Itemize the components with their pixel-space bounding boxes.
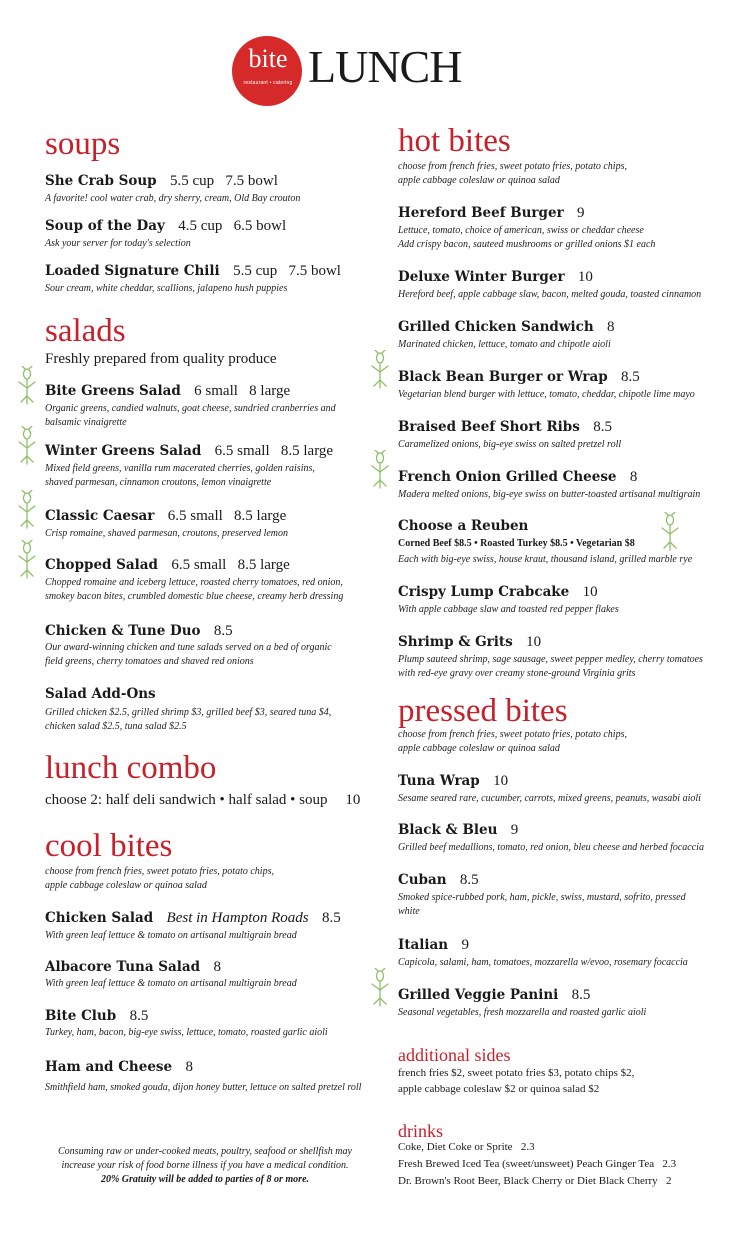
item-price: 8 bbox=[629, 469, 638, 485]
cool-item bbox=[45, 1007, 148, 1025]
item-name: Grilled Chicken Sandwich bbox=[398, 319, 594, 335]
item-desc: Grilled chicken $2.5, grilled shrimp $3, grilled beef $3, seared tuna $4, bbox=[45, 707, 332, 718]
item-desc: With green leaf lettuce & tomato on artisanal multigrain bread bbox=[45, 930, 297, 941]
item-desc: Caramelized onions, big-eye swiss on salted pretzel roll bbox=[398, 439, 622, 450]
salad-item bbox=[45, 556, 290, 574]
veg-icon bbox=[13, 426, 41, 466]
cool-bites-title: cool bites bbox=[45, 828, 173, 864]
item-price: 10 bbox=[493, 773, 509, 789]
drinks-title: drinks bbox=[398, 1121, 443, 1141]
item-desc: Chopped romaine and iceberg lettuce, roasted cherry tomatoes, red onion, bbox=[45, 577, 343, 588]
hot-item bbox=[398, 318, 615, 336]
item-price: 6.5 small 8.5 large bbox=[171, 557, 290, 573]
item-desc: Smithfield ham, smoked gouda, dijon honey butter, lettuce on salted pretzel roll bbox=[45, 1082, 362, 1093]
cool-item bbox=[45, 958, 221, 976]
salad-item bbox=[45, 382, 290, 400]
veg-icon bbox=[366, 968, 394, 1008]
item-name: Choose a Reuben bbox=[398, 518, 529, 534]
drink-item bbox=[398, 1139, 535, 1155]
soup-item bbox=[45, 217, 286, 235]
hot-item bbox=[398, 204, 585, 222]
hot-item bbox=[398, 418, 612, 436]
item-price: 6.5 small 8.5 large bbox=[167, 508, 287, 524]
veg-icon bbox=[13, 490, 41, 530]
item-name: Winter Greens Salad bbox=[45, 443, 202, 459]
item-desc: Sesame seared rare, cucumber, carrots, mixed greens, peanuts, wasabi aioli bbox=[398, 793, 701, 804]
lunch-combo-line bbox=[45, 791, 360, 809]
item-desc: Each with big-eye swiss, house kraut, thousand island, grilled marble rye bbox=[398, 554, 693, 565]
item-name: Deluxe Winter Burger bbox=[398, 269, 565, 285]
drink-item bbox=[398, 1173, 671, 1189]
reuben-item bbox=[398, 518, 528, 535]
soup-item bbox=[45, 262, 341, 280]
item-desc: Add crispy bacon, sauteed mushrooms or grilled onions $1 each bbox=[398, 239, 656, 250]
sides-line: french fries $2, sweet potato fries $3, potato chips $2, bbox=[398, 1067, 635, 1079]
item-desc: Madera melted onions, big-eye swiss on butter-toasted artisanal multigrain bbox=[398, 489, 701, 500]
item-desc: Hereford beef, apple cabbage slaw, bacon, melted gouda, toasted cinnamon bbox=[398, 289, 702, 300]
item-price: 8.5 bbox=[459, 872, 479, 888]
item-price: 6.5 small 8.5 large bbox=[214, 443, 334, 459]
drink-name: Dr. Brown's Root Beer, Black Cherry or Diet Black Cherry bbox=[398, 1175, 658, 1187]
item-desc: field greens, cherry tomatoes and shaved red onions bbox=[45, 656, 254, 667]
reuben-options: Corned Beef $8.5 • Roasted Turkey $8.5 • Vegetarian $8 bbox=[398, 538, 635, 549]
item-desc: Organic greens, candied walnuts, goat cheese, sundried cranberries and bbox=[45, 403, 336, 414]
veg-icon bbox=[366, 350, 394, 390]
item-desc: Sour cream, white cheddar, scallions, jalapeno hush puppies bbox=[45, 283, 288, 294]
drink-name: Coke, Diet Coke or Sprite bbox=[398, 1141, 513, 1153]
hot-item bbox=[398, 468, 637, 486]
item-price: 10 bbox=[582, 584, 598, 600]
item-price: 5.5 cup 7.5 bowl bbox=[169, 173, 278, 189]
item-desc: white bbox=[398, 906, 420, 917]
hot-bites-intro: apple cabbage coleslaw or quinoa salad bbox=[398, 175, 560, 186]
item-name: Soup of the Day bbox=[45, 218, 165, 234]
item-price: 8.5 bbox=[571, 987, 591, 1003]
cool-bites-intro: apple cabbage coleslaw or quinoa salad bbox=[45, 880, 207, 891]
veg-icon bbox=[656, 512, 684, 552]
item-name: Bite Greens Salad bbox=[45, 383, 181, 399]
pressed-item bbox=[398, 986, 590, 1004]
salads-subtitle: Freshly prepared from quality produce bbox=[45, 351, 277, 367]
item-desc: Capicola, salami, ham, tomatoes, mozzarella w/evoo, rosemary focaccia bbox=[398, 957, 688, 968]
item-name: Hereford Beef Burger bbox=[398, 205, 564, 221]
item-desc: Lettuce, tomato, choice of american, swiss or cheddar cheese bbox=[398, 225, 644, 236]
hot-item bbox=[398, 583, 598, 601]
pressed-bites-intro: choose from french fries, sweet potato fries, potato chips, bbox=[398, 729, 627, 740]
salad-item bbox=[45, 622, 233, 640]
lunch-combo-text: choose 2: half deli sandwich • half salad • soup bbox=[45, 792, 328, 808]
item-name: Salad Add-Ons bbox=[45, 686, 156, 702]
item-price: 8.5 bbox=[621, 369, 640, 385]
item-price: 8 bbox=[213, 959, 221, 975]
item-desc: Plump sauteed shrimp, sage sausage, sweet pepper medley, cherry tomatoes bbox=[398, 654, 703, 665]
cool-bites-intro: choose from french fries, sweet potato fries, potato chips, bbox=[45, 866, 274, 877]
pressed-item bbox=[398, 772, 508, 790]
item-price: 8.5 bbox=[129, 1008, 149, 1024]
salad-item bbox=[45, 507, 286, 525]
item-name: Bite Club bbox=[45, 1008, 117, 1024]
hot-item bbox=[398, 368, 640, 386]
item-desc: Our award-winning chicken and tune salads served on a bed of organic bbox=[45, 642, 332, 653]
item-price: 6 small 8 large bbox=[194, 383, 291, 399]
drink-price: 2 bbox=[665, 1175, 672, 1187]
hot-item bbox=[398, 633, 541, 651]
pressed-bites-title: pressed bites bbox=[398, 693, 568, 729]
veg-icon bbox=[13, 366, 41, 406]
veg-icon bbox=[13, 540, 41, 580]
lunch-combo-price: 10 bbox=[345, 792, 361, 808]
item-desc: balsamic vinaigrette bbox=[45, 417, 127, 428]
item-tag: Best in Hampton Roads bbox=[166, 910, 309, 926]
disclaimer-line: increase your risk of food borne illness if you have a medical condition. bbox=[61, 1160, 349, 1171]
item-name: Chicken Salad bbox=[45, 910, 154, 926]
item-name: Loaded Signature Chili bbox=[45, 263, 220, 279]
item-desc: chicken salad $2.5, tuna salad $2.5 bbox=[45, 721, 187, 732]
veg-icon bbox=[366, 450, 394, 490]
item-name: Tuna Wrap bbox=[398, 773, 480, 789]
lunch-combo-title: lunch combo bbox=[45, 750, 217, 786]
page-title: LUNCH bbox=[308, 41, 462, 92]
drink-name: Fresh Brewed Iced Tea (sweet/unsweet) Peach Ginger Tea bbox=[398, 1158, 655, 1170]
pressed-bites-intro: apple cabbage coleslaw or quinoa salad bbox=[398, 743, 560, 754]
item-desc: with red-eye gravy over creamy stone-ground Virginia grits bbox=[398, 668, 636, 679]
item-name: Cuban bbox=[398, 872, 447, 888]
item-name: Italian bbox=[398, 937, 449, 953]
item-price: 9 bbox=[510, 822, 519, 838]
item-desc: Ask your server for today's selection bbox=[45, 238, 191, 249]
item-name: Albacore Tuna Salad bbox=[45, 959, 201, 975]
item-price: 5.5 cup 7.5 bowl bbox=[233, 263, 341, 279]
item-name: Black Bean Burger or Wrap bbox=[398, 369, 608, 385]
item-price: 8.5 bbox=[593, 419, 612, 435]
item-desc: With green leaf lettuce & tomato on artisanal multigrain bread bbox=[45, 978, 297, 989]
item-price: 4.5 cup 6.5 bowl bbox=[178, 218, 287, 234]
logo-tagline: restaurant • catering bbox=[243, 80, 293, 86]
item-price: 8 bbox=[185, 1059, 193, 1075]
soup-item bbox=[45, 172, 278, 190]
salads-title: salads bbox=[45, 313, 126, 349]
item-desc: shaved parmesan, cinnamon croutons, lemon vinaigrette bbox=[45, 477, 272, 488]
item-price: 9 bbox=[577, 205, 585, 221]
item-desc: Seasonal vegetables, fresh mozzarella and roasted garlic aioli bbox=[398, 1007, 647, 1018]
additional-sides-title: additional sides bbox=[398, 1045, 511, 1065]
salad-item bbox=[45, 442, 333, 460]
item-desc: smokey bacon bites, crumbled domestic blue cheese, creamy herb dressing bbox=[45, 591, 344, 602]
item-name: Classic Caesar bbox=[45, 508, 155, 524]
cool-item bbox=[45, 909, 341, 927]
item-desc: Mixed field greens, vanilla rum macerated cherries, golden raisins, bbox=[45, 463, 315, 474]
salad-item bbox=[45, 686, 156, 703]
disclaimer-line: Consuming raw or under-cooked meats, poultry, seafood or shellfish may bbox=[58, 1146, 352, 1157]
item-name: Chopped Salad bbox=[45, 557, 158, 573]
item-desc: Marinated chicken, lettuce, tomato and chipotle aioli bbox=[398, 339, 611, 350]
item-desc: Smoked spice-rubbed pork, ham, pickle, swiss, mustard, sofrito, pressed bbox=[398, 892, 686, 903]
sides-line: apple cabbage coleslaw $2 or quinoa salad $2 bbox=[398, 1083, 600, 1095]
item-name: Ham and Cheese bbox=[45, 1059, 173, 1075]
pressed-item bbox=[398, 821, 518, 839]
hot-bites-title: hot bites bbox=[398, 123, 511, 159]
drink-price: 2.3 bbox=[520, 1141, 535, 1153]
hot-item bbox=[398, 268, 593, 286]
item-name: Chicken & Tune Duo bbox=[45, 623, 201, 639]
item-name: Crispy Lump Crabcake bbox=[398, 584, 570, 600]
pressed-item bbox=[398, 871, 479, 889]
item-price: 10 bbox=[526, 634, 542, 650]
item-name: She Crab Soup bbox=[45, 173, 157, 189]
drink-item bbox=[398, 1156, 676, 1172]
item-desc: Vegetarian blend burger with lettuce, tomato, cheddar, chipotle lime mayo bbox=[398, 389, 695, 400]
item-price: 8.5 bbox=[213, 623, 233, 639]
item-desc: A favorite! cool water crab, dry sherry, cream, Old Bay crouton bbox=[45, 193, 301, 204]
item-name: French Onion Grilled Cheese bbox=[398, 469, 617, 485]
pressed-item bbox=[398, 936, 469, 954]
item-name: Black & Bleu bbox=[398, 822, 498, 838]
soups-title: soups bbox=[45, 126, 121, 162]
gratuity-note: 20% Gratuity will be added to parties of 8 or more. bbox=[100, 1174, 310, 1185]
item-desc: Crisp romaine, shaved parmesan, croutons, preserved lemon bbox=[45, 528, 289, 539]
item-price: 9 bbox=[461, 937, 469, 953]
item-price: 8 bbox=[607, 319, 615, 335]
item-name: Braised Beef Short Ribs bbox=[398, 419, 580, 435]
drink-price: 2.3 bbox=[662, 1158, 677, 1170]
cool-item bbox=[45, 1058, 193, 1076]
item-desc: Grilled beef medallions, tomato, red onion, bleu cheese and herbed focaccia bbox=[398, 842, 704, 853]
item-name: Grilled Veggie Panini bbox=[398, 987, 559, 1003]
item-desc: Turkey, ham, bacon, big-eye swiss, lettuce, tomato, roasted garlic aioli bbox=[45, 1027, 328, 1038]
item-desc: With apple cabbage slaw and toasted red pepper flakes bbox=[398, 604, 619, 615]
item-price: 8.5 bbox=[321, 910, 341, 926]
logo-word: bite bbox=[248, 44, 288, 73]
item-price: 10 bbox=[577, 269, 593, 285]
hot-bites-intro: choose from french fries, sweet potato fries, potato chips, bbox=[398, 161, 627, 172]
item-name: Shrimp & Grits bbox=[398, 634, 513, 650]
